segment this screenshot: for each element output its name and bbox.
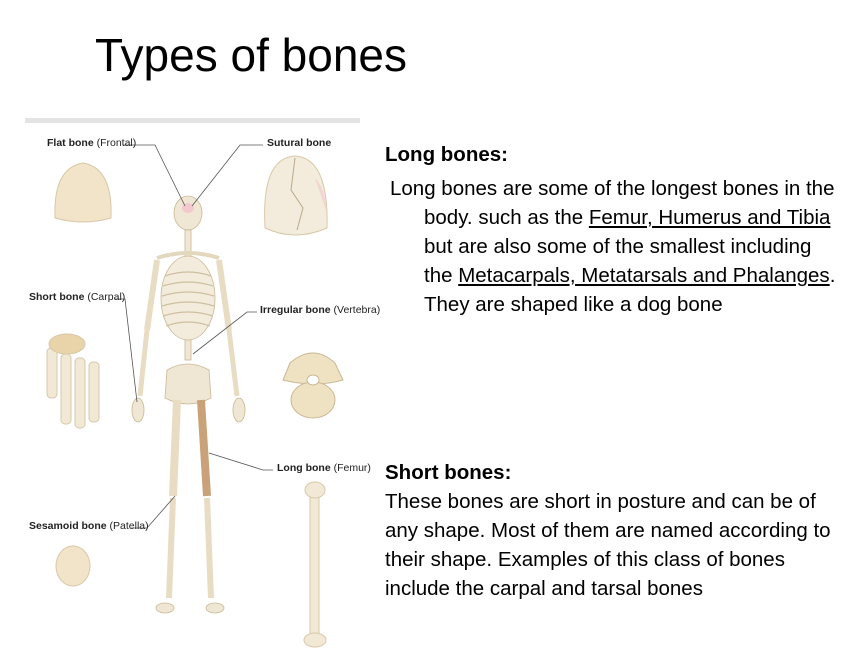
skeleton-left-foot [156,603,174,613]
long-bones-heading: Long bones: [385,143,508,166]
skeleton-right-femur-highlight [201,400,207,496]
skull-highlight [182,203,194,213]
skeleton-ribcage [161,256,215,340]
sesamoid-bone-image [56,546,90,586]
skeleton [132,196,245,613]
skeleton-left-forearm [140,330,147,396]
long-bones-text-2: but are also some of the smallest including the [424,235,812,287]
irregular-bone-image [283,353,343,418]
skeleton-right-forearm [229,330,237,396]
label-sesamoid-bone: Sesamoid bone (Patella) [29,520,149,532]
slide-title: Types of bones [95,29,407,81]
long-bones-examples-small: Metacarpals, Metatarsals and Phalanges [458,264,830,287]
label-irregular-bone: Irregular bone (Vertebra) [260,304,381,316]
figure-top-strip [25,118,360,123]
long-bone-image [304,482,326,647]
long-bones-text-1: Long bones are some of the longest bones in the body. such as the [390,177,835,229]
long-bones-text-3: . They are shaped like a dog bone [424,264,836,316]
skeleton-left-femur [173,400,177,496]
sutural-bone-image [265,156,328,235]
skeleton-illustration [25,118,360,648]
long-bones-description [390,174,845,319]
long-bones-examples-large: Femur, Humerus and Tibia [588,206,831,229]
short-bone-image [47,334,99,428]
short-bones-section [385,458,845,603]
skeleton-right-tibia [207,498,211,598]
bone-types-figure [25,118,381,648]
skeleton-left-hand [132,398,144,422]
label-sutural-bone: Sutural bone [267,137,332,149]
short-bones-description: These bones are short in posture and can be of any shape. Most of them are named according to their shape. Examples of this class of bones include the carpal and tarsal bones [385,490,831,600]
label-long-bone: Long bone (Femur) [277,462,371,474]
short-bones-heading: Short bones: [385,461,512,484]
label-flat-bone: Flat bone (Frontal) [47,137,137,149]
long-bones-section [385,140,845,319]
skeleton-right-hand [233,398,245,422]
label-short-bone: Short bone (Carpal) [29,291,126,303]
skeleton-right-foot [206,603,224,613]
skeleton-pelvis [165,364,211,404]
skeleton-left-humerus [147,260,157,330]
flat-bone-image [55,163,111,222]
skeleton-right-humerus [219,260,229,330]
skeleton-left-tibia [169,498,173,598]
